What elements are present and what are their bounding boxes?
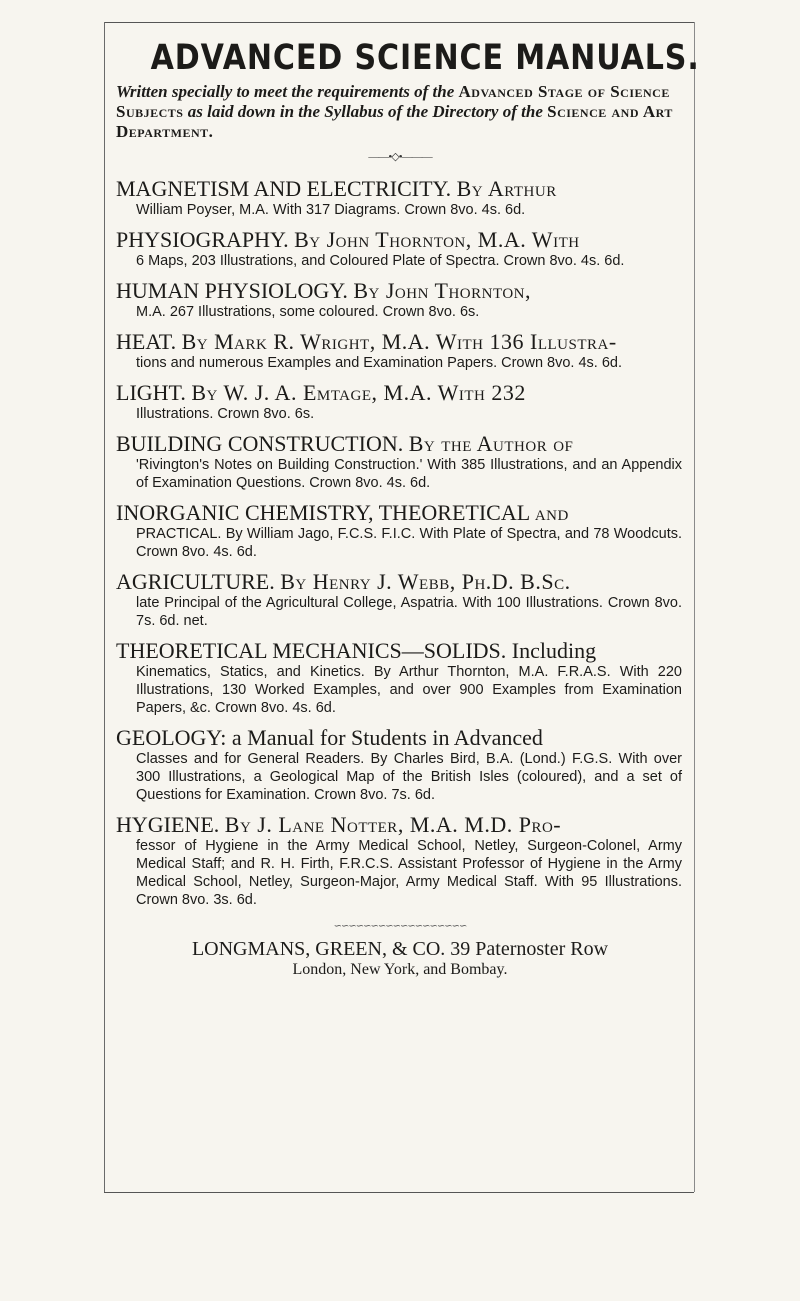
entry-author: Including [511, 638, 597, 663]
entry-body: late Principal of the Agricultural College, Aspatria. With 100 Illustrations. Crown 8vo. 7s. 6d. net. [136, 595, 682, 629]
frame-top-rule [104, 22, 694, 23]
entry-heading: INORGANIC CHEMISTRY, THEORETICAL [116, 500, 530, 525]
entry-author: By W. J. A. Emtage, M.A. With 232 [191, 380, 526, 405]
entry-inorganic-chemistry [110, 501, 690, 561]
entry-heading-line [116, 381, 690, 405]
entry-physiography [110, 228, 690, 270]
entry-heading: AGRICULTURE. [116, 569, 275, 594]
entry-body: Illustrations. Crown 8vo. 6s. [136, 406, 315, 422]
entry-human-physiology [110, 279, 690, 321]
entry-magnetism [110, 177, 690, 219]
wavy-divider-icon: ∽∽∽∽∽∽∽∽∽∽∽∽∽∽∽∽∽∽ [333, 921, 467, 932]
entry-heading-line [116, 813, 690, 837]
entry-heading: PHYSIOGRAPHY. [116, 227, 289, 252]
entry-heading-line [116, 501, 690, 525]
entry-author: By J. Lane Notter, M.A. M.D. Pro- [224, 812, 562, 837]
subtitle-part-4: Science and Art Department. [116, 102, 673, 141]
entry-body: fessor of Hygiene in the Army Medical School, Netley, Surgeon-Colonel, Army Medical Staff; and R. H. Firth, F.R.C.S. Assistant Professor of Hygiene in the Army Medical School, Netley, Surgeon-Major, Army Medical Staff. With 95 Illustrations. Crown 8vo. 3s. 6d. [136, 838, 682, 908]
entry-author: By Mark R. Wright, M.A. With 136 Illustra- [181, 329, 617, 354]
page-subtitle [116, 82, 684, 142]
entry-light [110, 381, 690, 423]
entry-geology [110, 726, 690, 804]
publisher-line: LONGMANS, GREEN, & CO. 39 Paternoster Row [191, 938, 609, 960]
entry-body: tions and numerous Examples and Examination Papers. Crown 8vo. 4s. 6d. [136, 355, 623, 371]
frame-right-rule [694, 22, 695, 1192]
entry-building-construction [110, 432, 690, 492]
entry-body: Kinematics, Statics, and Kinetics. By Arthur Thornton, M.A. F.R.A.S. With 220 Illustrations, 130 Worked Examples, and over 900 Examples from Examination Papers, &c. Crown 8vo. 4s. 6d. [136, 664, 682, 716]
publisher-place: London, New York, and Bombay. [292, 961, 508, 978]
entry-author: and [534, 500, 569, 525]
entry-heading-line [116, 330, 690, 354]
entry-author: By John Thornton, M.A. With [294, 227, 580, 252]
entry-heading-line [116, 279, 690, 303]
entry-heading-line [116, 570, 690, 594]
entry-author: By Arthur [456, 176, 557, 201]
entry-body: 6 Maps, 203 Illustrations, and Coloured Plate of Spectra. Crown 8vo. 4s. 6d. [136, 253, 625, 269]
entry-heading: MAGNETISM AND ELECTRICITY. [116, 176, 452, 201]
entry-body: PRACTICAL. By William Jago, F.C.S. F.I.C. With Plate of Spectra, and 78 Woodcuts. Crown 8vo. 4s. 6d. [136, 526, 682, 560]
frame-left-rule [104, 22, 105, 1192]
entry-author: By the Author of [408, 431, 574, 456]
entry-body: M.A. 267 Illustrations, some coloured. Crown 8vo. 6s. [136, 304, 480, 320]
frame-bottom-rule [104, 1192, 694, 1193]
entry-heading-line [116, 177, 690, 201]
entry-heading-line [116, 228, 690, 252]
entry-hygiene [110, 813, 690, 909]
catalogue-page [110, 30, 700, 980]
entry-author: a Manual for Students in Advanced [231, 725, 543, 750]
entry-heading: THEORETICAL MECHANICS—SOLIDS. [116, 638, 507, 663]
entry-heat [110, 330, 690, 372]
entry-body: William Poyser, M.A. With 317 Diagrams. Crown 8vo. 4s. 6d. [136, 202, 526, 218]
subtitle-part-3: as laid down in the Syllabus of the Directory of the [187, 102, 543, 121]
entry-heading: GEOLOGY: [116, 725, 227, 750]
entry-body: 'Rivington's Notes on Building Construction.' With 385 Illustrations, and an Appendix of Examination Questions. Crown 8vo. 4s. 6d. [136, 457, 682, 491]
entry-heading: HYGIENE. [116, 812, 220, 837]
entry-heading: HUMAN PHYSIOLOGY. [116, 278, 348, 303]
entry-body: Classes and for General Readers. By Charles Bird, B.A. (Lond.) F.G.S. With over 300 Illustrations, a Geological Map of the British Isles (coloured), and a set of Questions for Examination. Crown 8vo. 7s. 6d. [136, 751, 682, 803]
entry-heading: HEAT. [116, 329, 177, 354]
entry-theoretical-mechanics [110, 639, 690, 717]
entry-agriculture [110, 570, 690, 630]
entry-heading: BUILDING CONSTRUCTION. [116, 431, 404, 456]
subtitle-part-2: Advanced Stage of Science Subjects [116, 82, 670, 121]
divider-ornament-icon: ——•◇•——— [368, 151, 432, 163]
subtitle-part-1: Written specially to meet the requirements of the [116, 82, 455, 101]
page-title: ADVANCED SCIENCE MANUALS. [150, 38, 700, 78]
entry-heading-line [116, 639, 690, 663]
entry-heading: LIGHT. [116, 380, 186, 405]
entry-heading-line [116, 726, 690, 750]
entry-heading-line [116, 432, 690, 456]
entry-author: By John Thornton, [353, 278, 532, 303]
entry-author: By Henry J. Webb, Ph.D. B.Sc. [280, 569, 571, 594]
